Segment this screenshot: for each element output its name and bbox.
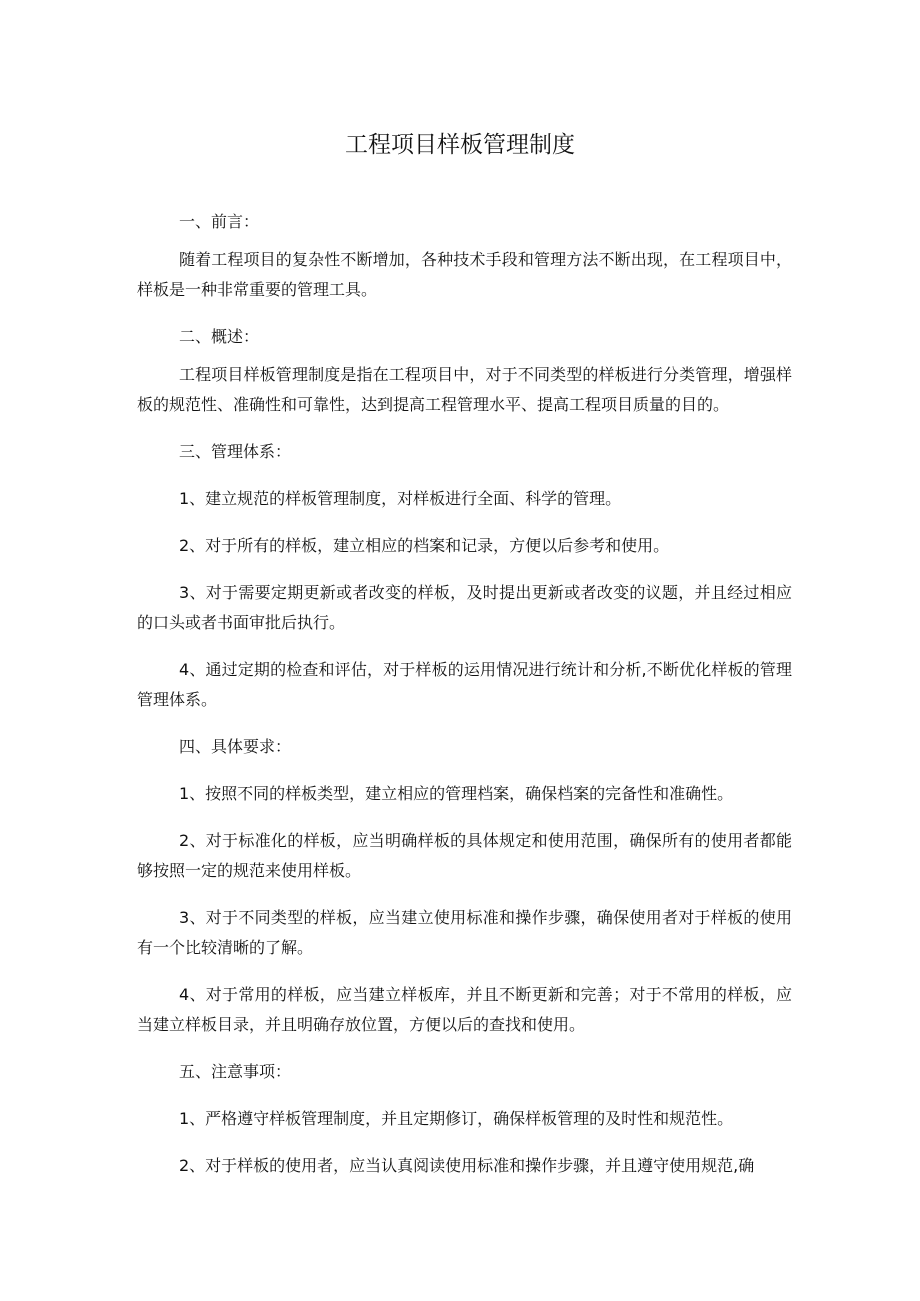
section-heading-preface: 一、前言： [179,212,260,231]
section-heading-requirements: 四、具体要求： [179,737,292,756]
list-item-requirement-2: 2、对于标准化的样板，应当明确样板的具体规定和使用范围，确保所有的使用者都能够按照一定的规范来使用样板。 [137,831,792,880]
list-item-note-1: 1、严格遵守样板管理制度，并且定期修订，确保样板管理的及时性和规范性。 [179,1109,734,1128]
list-item-requirement-3: 3、对于不同类型的样板，应当建立使用标准和操作步骤，确保使用者对于样板的使用有一个比较清晰的了解。 [137,908,792,957]
document-body [137,207,792,1181]
section-heading-notes: 五、注意事项： [179,1062,292,1081]
list-item-note-2: 2、对于样板的使用者，应当认真阅读使用标准和操作步骤，并且遵守使用规范,确 [179,1156,755,1175]
list-item-management-3: 3、对于需要定期更新或者改变的样板，及时提出更新或者改变的议题，并且经过相应的口头或者书面审批后执行。 [137,583,792,632]
list-item-management-4: 4、通过定期的检查和评估，对于样板的运用情况进行统计和分析,不断优化样板的管理管理体系。 [137,660,792,709]
list-item-management-1: 1、建立规范的样板管理制度，对样板进行全面、科学的管理。 [179,489,622,508]
list-item-requirement-4: 4、对于常用的样板，应当建立样板库，并且不断更新和完善；对于不常用的样板，应当建立样板目录，并且明确存放位置，方便以后的查找和使用。 [137,985,792,1034]
paragraph-overview: 工程项目样板管理制度是指在工程项目中，对于不同类型的样板进行分类管理，增强样板的规范性、准确性和可靠性，达到提高工程管理水平、提高工程项目质量的目的。 [137,365,792,414]
list-item-management-2: 2、对于所有的样板，建立相应的档案和记录，方便以后参考和使用。 [179,536,670,555]
section-heading-management-system: 三、管理体系： [179,442,292,461]
paragraph-preface: 随着工程项目的复杂性不断增加，各种技术手段和管理方法不断出现，在工程项目中，样板是一种非常重要的管理工具。 [137,250,792,299]
list-item-requirement-1: 1、按照不同的样板类型，建立相应的管理档案，确保档案的完备性和准确性。 [179,784,734,803]
document-title: 工程项目样板管理制度 [345,132,575,158]
section-heading-overview: 二、概述： [179,327,260,346]
